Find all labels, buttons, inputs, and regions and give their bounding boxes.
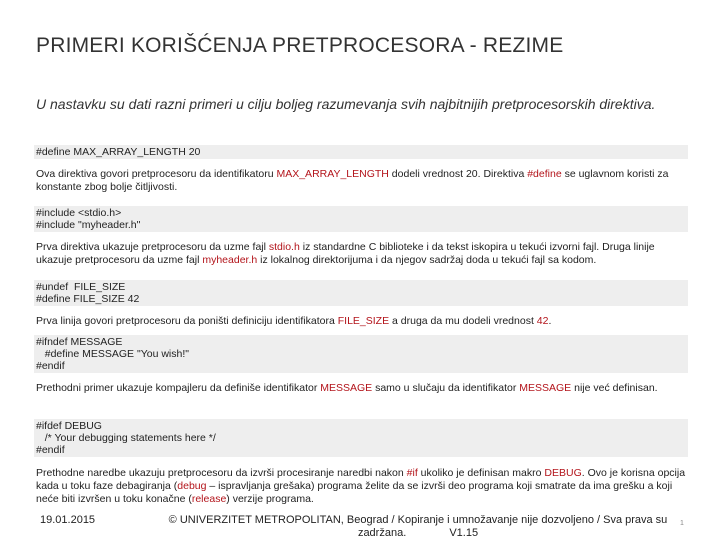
description-ifndef: Prethodni primer ukazuje kompajleru da definiše identifikator MESSAGE samo u slučaju da identifikator MESSAGE nije već definisan. [36,382,658,394]
description-undef: Prva linija govori pretprocesoru da poništi definiciju identifikatora FILE_SIZE a druga da mu dodeli vrednost 42. [36,315,552,327]
description-ifdef: Prethodne naredbe ukazuju pretprocesoru da izvrši procesiranje naredbi nakon #if ukoliko je definisan makro DEBUG. Ovo je korisna opcija kada u toku faze debagiranja (debug – ispravljanja grešaka) programa želite da se izvrši deo programa koji smatrate da ima grešku a koji neće biti izvršen u toku konačne (release) verzije programa. [36,467,686,505]
code-block-undef: #undef FILE_SIZE #define FILE_SIZE 42 [34,280,688,306]
page-number: 1 [680,520,684,527]
code-block-ifdef: #ifdef DEBUG /* Your debugging statements here */ #endif [34,419,688,457]
slide-title: PRIMERI KORIŠĆENJA PRETPROCESORA - REZIME [36,34,564,57]
code-block-ifndef: #ifndef MESSAGE #define MESSAGE "You wish!" #endif [34,335,688,373]
footer-version: V1.15 [449,527,479,539]
intro-text: U nastavku su dati razni primeri u cilju boljeg razumevanja svih najbitnijih pretprocesorskih direktiva. [36,96,656,112]
description-define: Ova direktiva govori pretprocesoru da identifikatoru MAX_ARRAY_LENGTH dodeli vrednost 20. Direktiva #define se uglavnom koristi za konstante zbog bolje čitljivosti. [36,168,669,193]
code-block-include: #include <stdio.h> #include "myheader.h" [34,206,688,232]
code-block-define: #define MAX_ARRAY_LENGTH 20 [34,145,688,159]
footer-date: 19.01.2015 [40,514,96,526]
description-include: Prva direktiva ukazuje pretprocesoru da uzme fajl stdio.h iz standardne C biblioteke i da tekst iskopira u tekući izvorni fajl. Druga linije ukazuje pretprocesoru da uzme fajl myheader.h iz lokalnog direktorijuma i da njegov sadržaj doda u tekući fajl sa kodom. [36,241,655,266]
footer-copyright: © UNIVERZITET METROPOLITAN, Beograd / Kopiranje i umnožavanje nije dozvoljeno / Sva prava su zadržana. V1.15 [168,514,668,539]
